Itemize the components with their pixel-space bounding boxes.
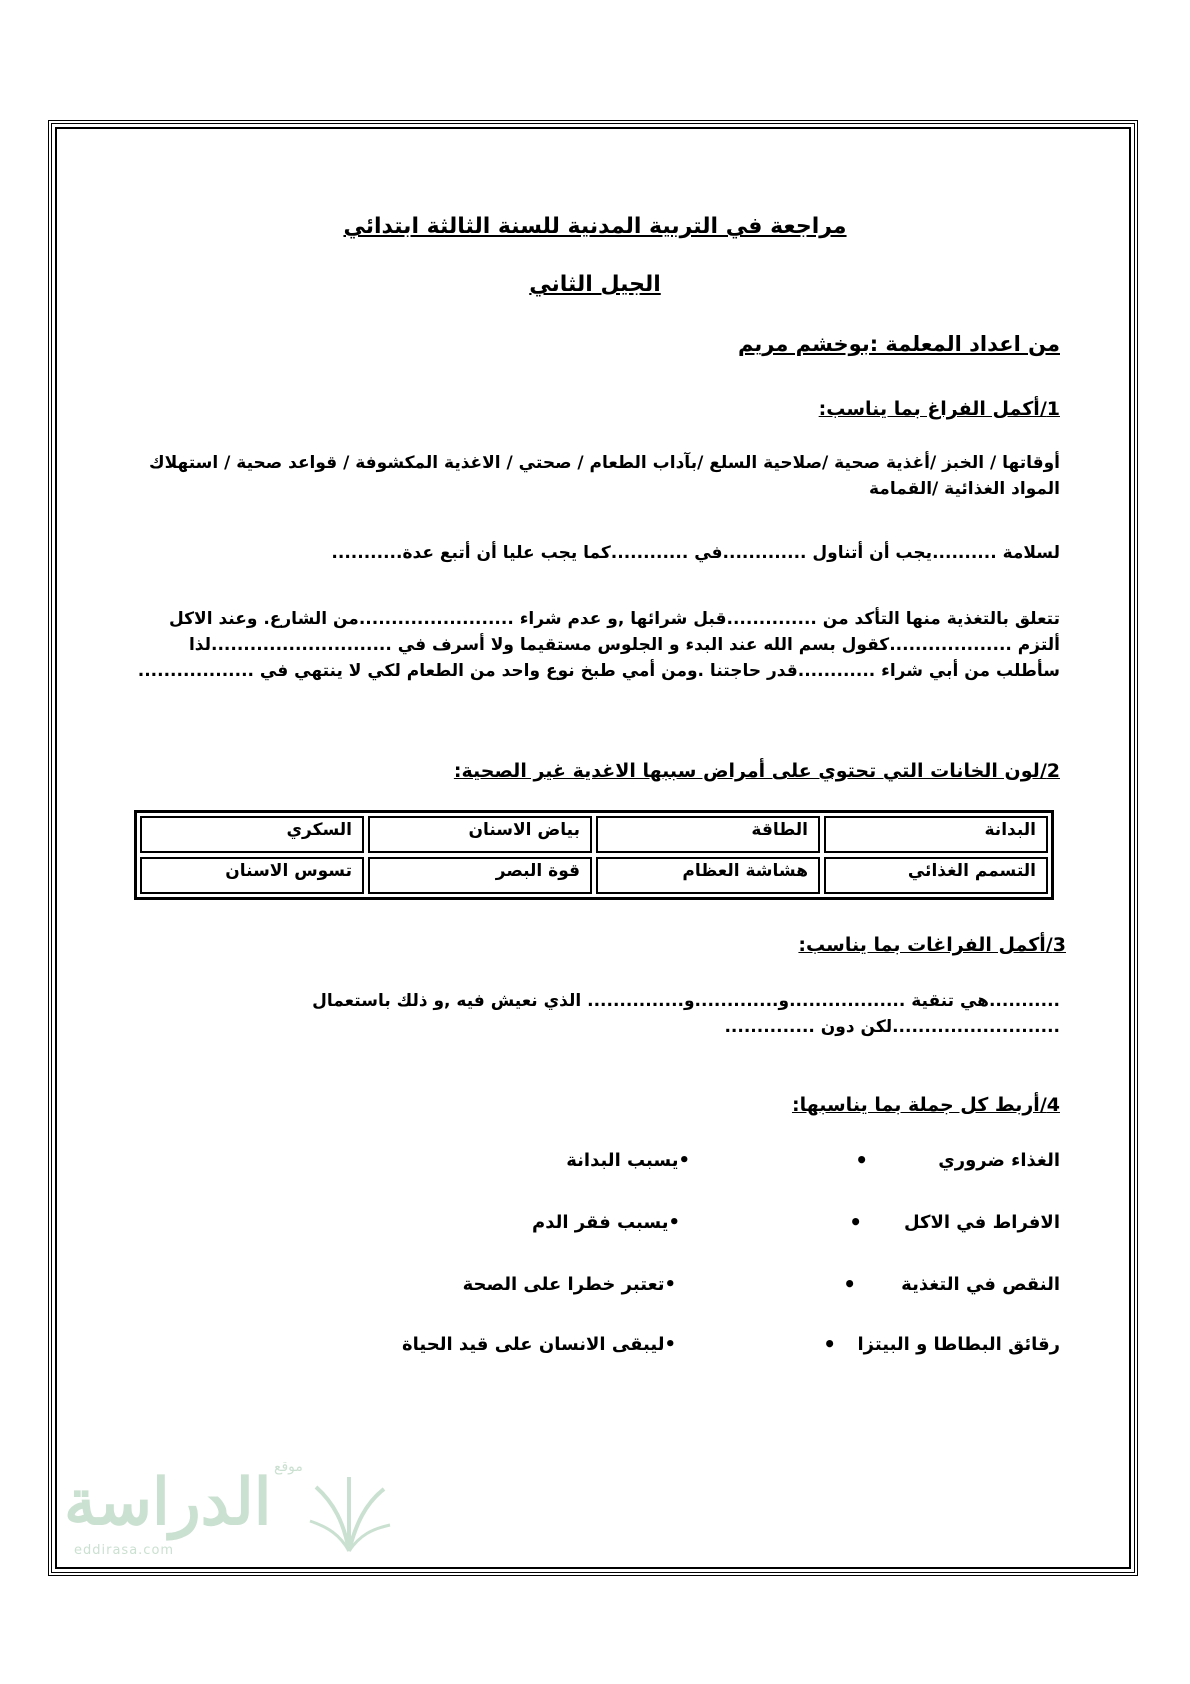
table-cell[interactable]: التسمم الغذائي [824,857,1048,894]
diseases-table [134,810,1054,900]
watermark-url: eddirasa.com [74,1543,175,1558]
match-row [130,1212,1060,1242]
table-cell[interactable]: السكري [140,816,364,853]
question-1-word-bank: أوقاتها / الخبز /أغذية صحية /صلاحية السلع /بآداب الطعام / صحتي / الاغذية المكشوفة / قواعد صحية / استهلاك المواد الغذائية /القمامة [149,453,1060,499]
leaf-icon [304,1473,394,1553]
question-3-sentence: ...........هي تنقية ..................و.............و............... الذي نعيش فيه ,و ذلك باستعمال ..........................لكن دون .............. [312,991,1060,1037]
table-cell[interactable]: بياض الاسنان [368,816,592,853]
match-right-item[interactable]: •تعتبر خطرا على الصحة [462,1274,676,1295]
match-left-bullet[interactable]: • [855,1148,868,1172]
watermark-small-text: موقع [274,1459,303,1475]
site-watermark [64,1459,424,1565]
match-row [130,1274,1060,1304]
match-left-item: النقص في التغذية [901,1274,1060,1295]
match-right-item[interactable]: •يسبب البدانة [566,1150,690,1171]
watermark-logo-text: الدراسة [64,1465,272,1540]
match-left-item: رقائق البطاطا و البيتزا [857,1334,1060,1355]
question-1-sentence-2: تتعلق بالتغذية منها التأكد من ..............قبل شرائها ,و عدم شراء ........................من الشارع. وعند الاكل ألتزم ...................كقول بسم الله عند البدء و الجلوس مستقيما ولا أسرف في ............................لذا سأطلب من أبي شراء ............قدر حاجتنا .ومن أمي طبخ نوع واحد من الطعام لكي لا ينتهي في .................. [137,609,1060,681]
page-subtitle: الجيل الثاني [529,272,661,297]
table-cell[interactable]: هشاشة العظام [596,857,820,894]
match-left-bullet[interactable]: • [843,1272,856,1296]
table-cell[interactable]: البدانة [824,816,1048,853]
page-title: مراجعة في التربية المدنية للسنة الثالثة ابتدائي [343,214,847,239]
table-cell[interactable]: الطاقة [596,816,820,853]
author-line: من اعداد المعلمة :بوخشم مريم [737,332,1060,356]
question-4-heading: 4/أربط كل جملة بما يناسبها: [791,1094,1060,1116]
question-1-sentence-1: لسلامة ..........يجب أن أتناول .............في ............كما يجب عليا أن أتبع عدة........... [331,543,1060,563]
match-right-item[interactable]: •يسبب فقر الدم [532,1212,680,1233]
match-left-item: الافراط في الاكل [903,1212,1060,1233]
match-left-bullet[interactable]: • [823,1332,836,1356]
match-row [130,1334,1060,1364]
match-right-item[interactable]: •ليبقى الانسان على قيد الحياة [402,1334,676,1355]
match-left-item: الغذاء ضروري [938,1150,1060,1171]
table-cell[interactable]: تسوس الاسنان [140,857,364,894]
match-left-bullet[interactable]: • [849,1210,862,1234]
question-2-heading: 2/لون الخانات التي تحتوي على أمراض سببها الاغدية غير الصحية: [453,760,1060,782]
table-cell[interactable]: قوة البصر [368,857,592,894]
match-row [130,1150,1060,1180]
question-1-heading: 1/أكمل الفراغ بما يناسب: [818,398,1060,420]
question-3-heading: 3/أكمل الفراغات بما يناسب: [798,934,1066,956]
